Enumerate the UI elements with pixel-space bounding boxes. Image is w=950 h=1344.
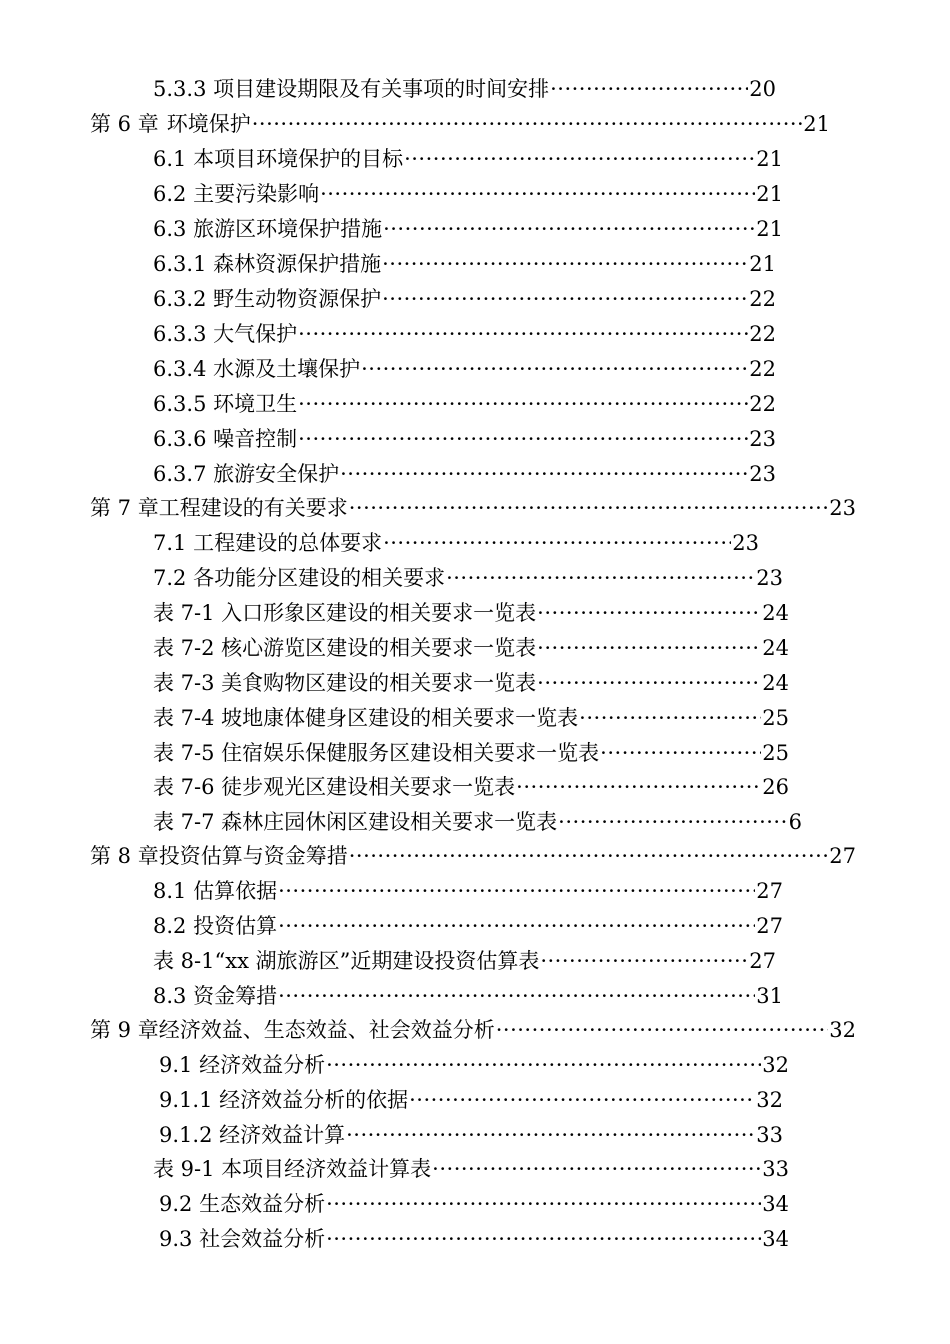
toc-page-number: 21 xyxy=(756,217,783,241)
dot-leader xyxy=(298,319,748,349)
toc-page-number: 22 xyxy=(749,357,776,381)
chapter-number: 第 6 章 xyxy=(90,112,159,136)
toc-page-number: 21 xyxy=(756,147,783,171)
toc-page-number: 34 xyxy=(762,1192,789,1216)
toc-page-number: 27 xyxy=(749,949,776,973)
toc-entry-title: 表 7-2 核心游览区建设的相关要求一览表 xyxy=(153,636,537,660)
dot-leader xyxy=(383,214,755,244)
toc-page-number: 27 xyxy=(756,914,783,938)
toc-entry-title: 工程建设的有关要求 xyxy=(158,496,348,520)
toc-entry[interactable] xyxy=(153,424,776,454)
toc-page-number: 23 xyxy=(749,462,776,486)
dot-leader xyxy=(382,284,748,314)
toc-entry-title: 8.2 投资估算 xyxy=(153,914,278,938)
toc-entry-title: 6.3.6 噪音控制 xyxy=(153,427,298,451)
toc-entry[interactable] xyxy=(153,981,783,1011)
dot-leader xyxy=(446,563,755,593)
toc-entry[interactable] xyxy=(153,911,783,941)
toc-entry-title: 8.3 资金筹措 xyxy=(153,984,278,1008)
toc-page-number: 33 xyxy=(756,1123,783,1147)
toc-entry-title: 9.3 社会效益分析 xyxy=(159,1227,326,1251)
dot-leader xyxy=(278,981,755,1011)
toc-entry[interactable] xyxy=(159,1050,789,1080)
toc-entry-title: 表 7-7 森林庄园休闲区建设相关要求一览表 xyxy=(153,810,558,834)
toc-page-number: 34 xyxy=(762,1227,789,1251)
dot-leader xyxy=(537,598,761,628)
toc-entry[interactable] xyxy=(159,1085,783,1115)
dot-leader xyxy=(409,1085,755,1115)
dot-leader xyxy=(278,911,755,941)
toc-entry-title: 6.3.4 水源及土壤保护 xyxy=(153,357,361,381)
toc-page-number: 27 xyxy=(756,879,783,903)
toc-entry-title: 表 7-1 入口形象区建设的相关要求一览表 xyxy=(153,601,537,625)
toc-page-number: 26 xyxy=(762,775,789,799)
dot-leader xyxy=(326,1050,761,1080)
dot-leader xyxy=(540,946,748,976)
toc-entry[interactable] xyxy=(153,459,776,489)
toc-entry[interactable] xyxy=(153,74,776,104)
chapter-number: 第 7 章 xyxy=(90,496,159,520)
dot-leader xyxy=(326,1189,761,1219)
toc-entry[interactable] xyxy=(153,668,789,698)
toc-entry[interactable] xyxy=(159,1189,789,1219)
toc-entry[interactable] xyxy=(153,633,789,663)
toc-entry-title: 6.3.7 旅游安全保护 xyxy=(153,462,340,486)
toc-entry-title: 环境保护 xyxy=(166,112,251,136)
toc-entry-title: 6.3.1 森林资源保护措施 xyxy=(153,252,382,276)
toc-entry-title: 6.3.5 环境卫生 xyxy=(153,392,298,416)
dot-leader xyxy=(404,144,755,174)
toc-entry-title: 5.3.3 项目建设期限及有关事项的时间安排 xyxy=(153,77,550,101)
toc-entry[interactable] xyxy=(153,284,776,314)
toc-entry[interactable] xyxy=(153,703,789,733)
toc-entry[interactable] xyxy=(153,354,776,384)
dot-leader xyxy=(349,493,829,523)
dot-leader xyxy=(346,1120,755,1150)
dot-leader xyxy=(537,633,761,663)
toc-page-number: 31 xyxy=(756,984,783,1008)
toc-page-number: 25 xyxy=(762,741,789,765)
toc-entry[interactable] xyxy=(153,214,783,244)
toc-entry[interactable] xyxy=(153,563,783,593)
toc-page-number: 24 xyxy=(762,636,789,660)
toc-entry-title: 7.2 各功能分区建设的相关要求 xyxy=(153,566,446,590)
toc-entry-title: 6.2 主要污染影响 xyxy=(153,182,320,206)
dot-leader xyxy=(320,179,755,209)
toc-chapter-entry[interactable] xyxy=(90,841,856,871)
toc-entry-title: 9.2 生态效益分析 xyxy=(159,1192,326,1216)
toc-entry[interactable] xyxy=(153,319,776,349)
dot-leader xyxy=(340,459,748,489)
toc-entry[interactable] xyxy=(153,1154,789,1184)
toc-entry[interactable] xyxy=(153,389,776,419)
toc-page-number: 21 xyxy=(756,182,783,206)
toc-page-number: 23 xyxy=(829,496,856,520)
toc-page-number: 21 xyxy=(803,112,830,136)
toc-page-number: 32 xyxy=(762,1053,789,1077)
dot-leader xyxy=(298,424,748,454)
dot-leader xyxy=(278,876,755,906)
dot-leader xyxy=(558,807,787,837)
toc-page-number: 25 xyxy=(762,706,789,730)
dot-leader xyxy=(349,841,829,871)
toc-entry-title: 经济效益、生态效益、社会效益分析 xyxy=(158,1018,495,1042)
toc-entry-title: 6.3 旅游区环境保护措施 xyxy=(153,217,383,241)
dot-leader xyxy=(579,703,761,733)
toc-entry[interactable] xyxy=(153,807,802,837)
toc-entry[interactable] xyxy=(153,946,776,976)
toc-entry-title: 9.1.2 经济效益计算 xyxy=(159,1123,346,1147)
toc-entry[interactable] xyxy=(159,1120,783,1150)
dot-leader xyxy=(537,668,761,698)
toc-page-number: 23 xyxy=(749,427,776,451)
toc-page-number: 24 xyxy=(762,671,789,695)
toc-entry[interactable] xyxy=(153,144,783,174)
toc-page-number: 21 xyxy=(749,252,776,276)
dot-leader xyxy=(383,528,731,558)
toc-entry-title: 表 9-1 本项目经济效益计算表 xyxy=(153,1157,432,1181)
dot-leader xyxy=(326,1224,761,1254)
dot-leader xyxy=(432,1154,761,1184)
toc-page-number: 22 xyxy=(749,287,776,311)
dot-leader xyxy=(298,389,748,419)
toc-entry-title: 7.1 工程建设的总体要求 xyxy=(153,531,383,555)
dot-leader xyxy=(496,1015,829,1045)
toc-chapter-entry[interactable] xyxy=(90,1015,856,1045)
dot-leader xyxy=(550,74,748,104)
toc-entry[interactable] xyxy=(153,598,789,628)
toc-page-number: 22 xyxy=(749,322,776,346)
toc-entry[interactable] xyxy=(159,1224,789,1254)
toc-page-number: 23 xyxy=(732,531,759,555)
toc-entry-title: 表 7-4 坡地康体健身区建设的相关要求一览表 xyxy=(153,706,579,730)
toc-page-number: 6 xyxy=(788,810,802,834)
toc-entry[interactable] xyxy=(153,249,776,279)
chapter-number: 第 9 章 xyxy=(90,1018,159,1042)
toc-page-number: 23 xyxy=(756,566,783,590)
dot-leader xyxy=(516,772,761,802)
toc-page-number: 32 xyxy=(829,1018,856,1042)
toc-entry[interactable] xyxy=(153,738,789,768)
dot-leader xyxy=(252,109,803,139)
toc-entry-title: 表 7-5 住宿娱乐保健服务区建设相关要求一览表 xyxy=(153,741,600,765)
toc-entry-title: 9.1 经济效益分析 xyxy=(159,1053,326,1077)
toc-page-number: 20 xyxy=(749,77,776,101)
dot-leader xyxy=(600,738,761,768)
toc-entry-title: 投资估算与资金筹措 xyxy=(158,844,348,868)
toc-page-number: 33 xyxy=(762,1157,789,1181)
toc-entry[interactable] xyxy=(153,876,783,906)
toc-entry[interactable] xyxy=(153,179,783,209)
toc-chapter-entry[interactable] xyxy=(90,493,856,523)
toc-entry-title: 表 8-1“xx 湖旅游区”近期建设投资估算表 xyxy=(153,949,540,973)
toc-entry-title: 6.3.3 大气保护 xyxy=(153,322,298,346)
toc-page-number: 32 xyxy=(756,1088,783,1112)
toc-entry[interactable] xyxy=(153,528,759,558)
toc-page-number: 22 xyxy=(749,392,776,416)
dot-leader xyxy=(361,354,748,384)
toc-entry[interactable] xyxy=(153,772,789,802)
toc-entry-title: 6.3.2 野生动物资源保护 xyxy=(153,287,382,311)
toc-entry-title: 6.1 本项目环境保护的目标 xyxy=(153,147,404,171)
toc-entry-title: 表 7-6 徒步观光区建设相关要求一览表 xyxy=(153,775,516,799)
toc-chapter-entry[interactable] xyxy=(90,109,830,139)
toc-page-number: 27 xyxy=(829,844,856,868)
toc-page-number: 24 xyxy=(762,601,789,625)
toc-entry-title: 表 7-3 美食购物区建设的相关要求一览表 xyxy=(153,671,537,695)
toc-entry-title: 9.1.1 经济效益分析的依据 xyxy=(159,1088,409,1112)
dot-leader xyxy=(382,249,748,279)
toc-entry-title: 8.1 估算依据 xyxy=(153,879,278,903)
chapter-number: 第 8 章 xyxy=(90,844,159,868)
